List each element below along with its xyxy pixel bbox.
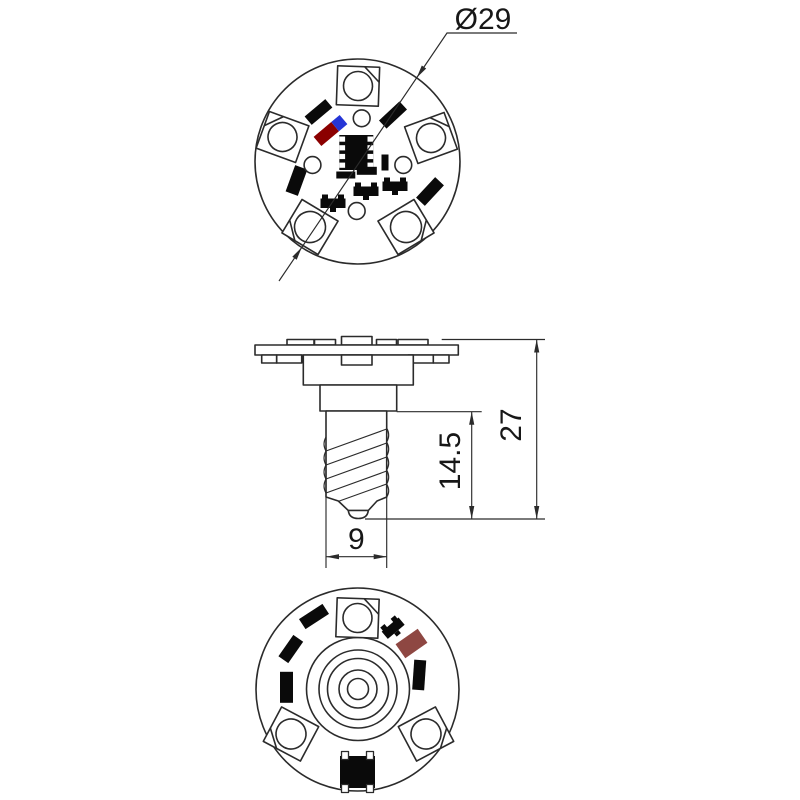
resistor — [412, 660, 426, 691]
arrowhead — [374, 554, 387, 559]
mounting-hole — [348, 203, 365, 220]
arrowhead — [326, 554, 339, 559]
arrowhead — [469, 412, 474, 425]
component-edge — [315, 340, 336, 346]
component-edge — [398, 340, 428, 346]
pcb-plate — [255, 345, 458, 355]
led-package — [336, 66, 379, 106]
dim-label-thread-length: 14.5 — [434, 431, 467, 491]
tip-contact — [348, 511, 368, 519]
resistor — [357, 167, 377, 175]
dim-label-overall-height: 27 — [495, 408, 528, 442]
dim-label-pcb-diameter: Ø29 — [454, 3, 512, 36]
component-edge — [377, 340, 397, 346]
top-view — [255, 3, 517, 281]
component-edge — [342, 337, 373, 346]
dim-thread-length — [397, 412, 482, 519]
connector — [340, 752, 375, 793]
bottom-view — [256, 588, 459, 793]
ic-chip-soic8 — [339, 135, 373, 170]
housing-lower — [320, 385, 397, 411]
arrowhead — [292, 247, 302, 259]
housing-notch — [342, 355, 373, 365]
arrowhead — [534, 506, 539, 519]
plate-tab — [433, 355, 449, 363]
mounting-hole — [304, 157, 321, 174]
led-package — [336, 598, 379, 638]
side-view — [255, 337, 545, 569]
dim-label-thread-diameter: 9 — [348, 523, 365, 556]
mounting-hole — [395, 157, 412, 174]
component-edge — [287, 340, 314, 346]
plate-tab — [277, 355, 302, 363]
arrowhead — [469, 506, 474, 519]
plate-tab — [262, 355, 277, 363]
resistor — [382, 155, 389, 171]
mounting-hole — [353, 110, 370, 127]
arrowhead — [534, 340, 539, 353]
resistor — [280, 672, 293, 703]
arrowhead — [417, 66, 427, 78]
